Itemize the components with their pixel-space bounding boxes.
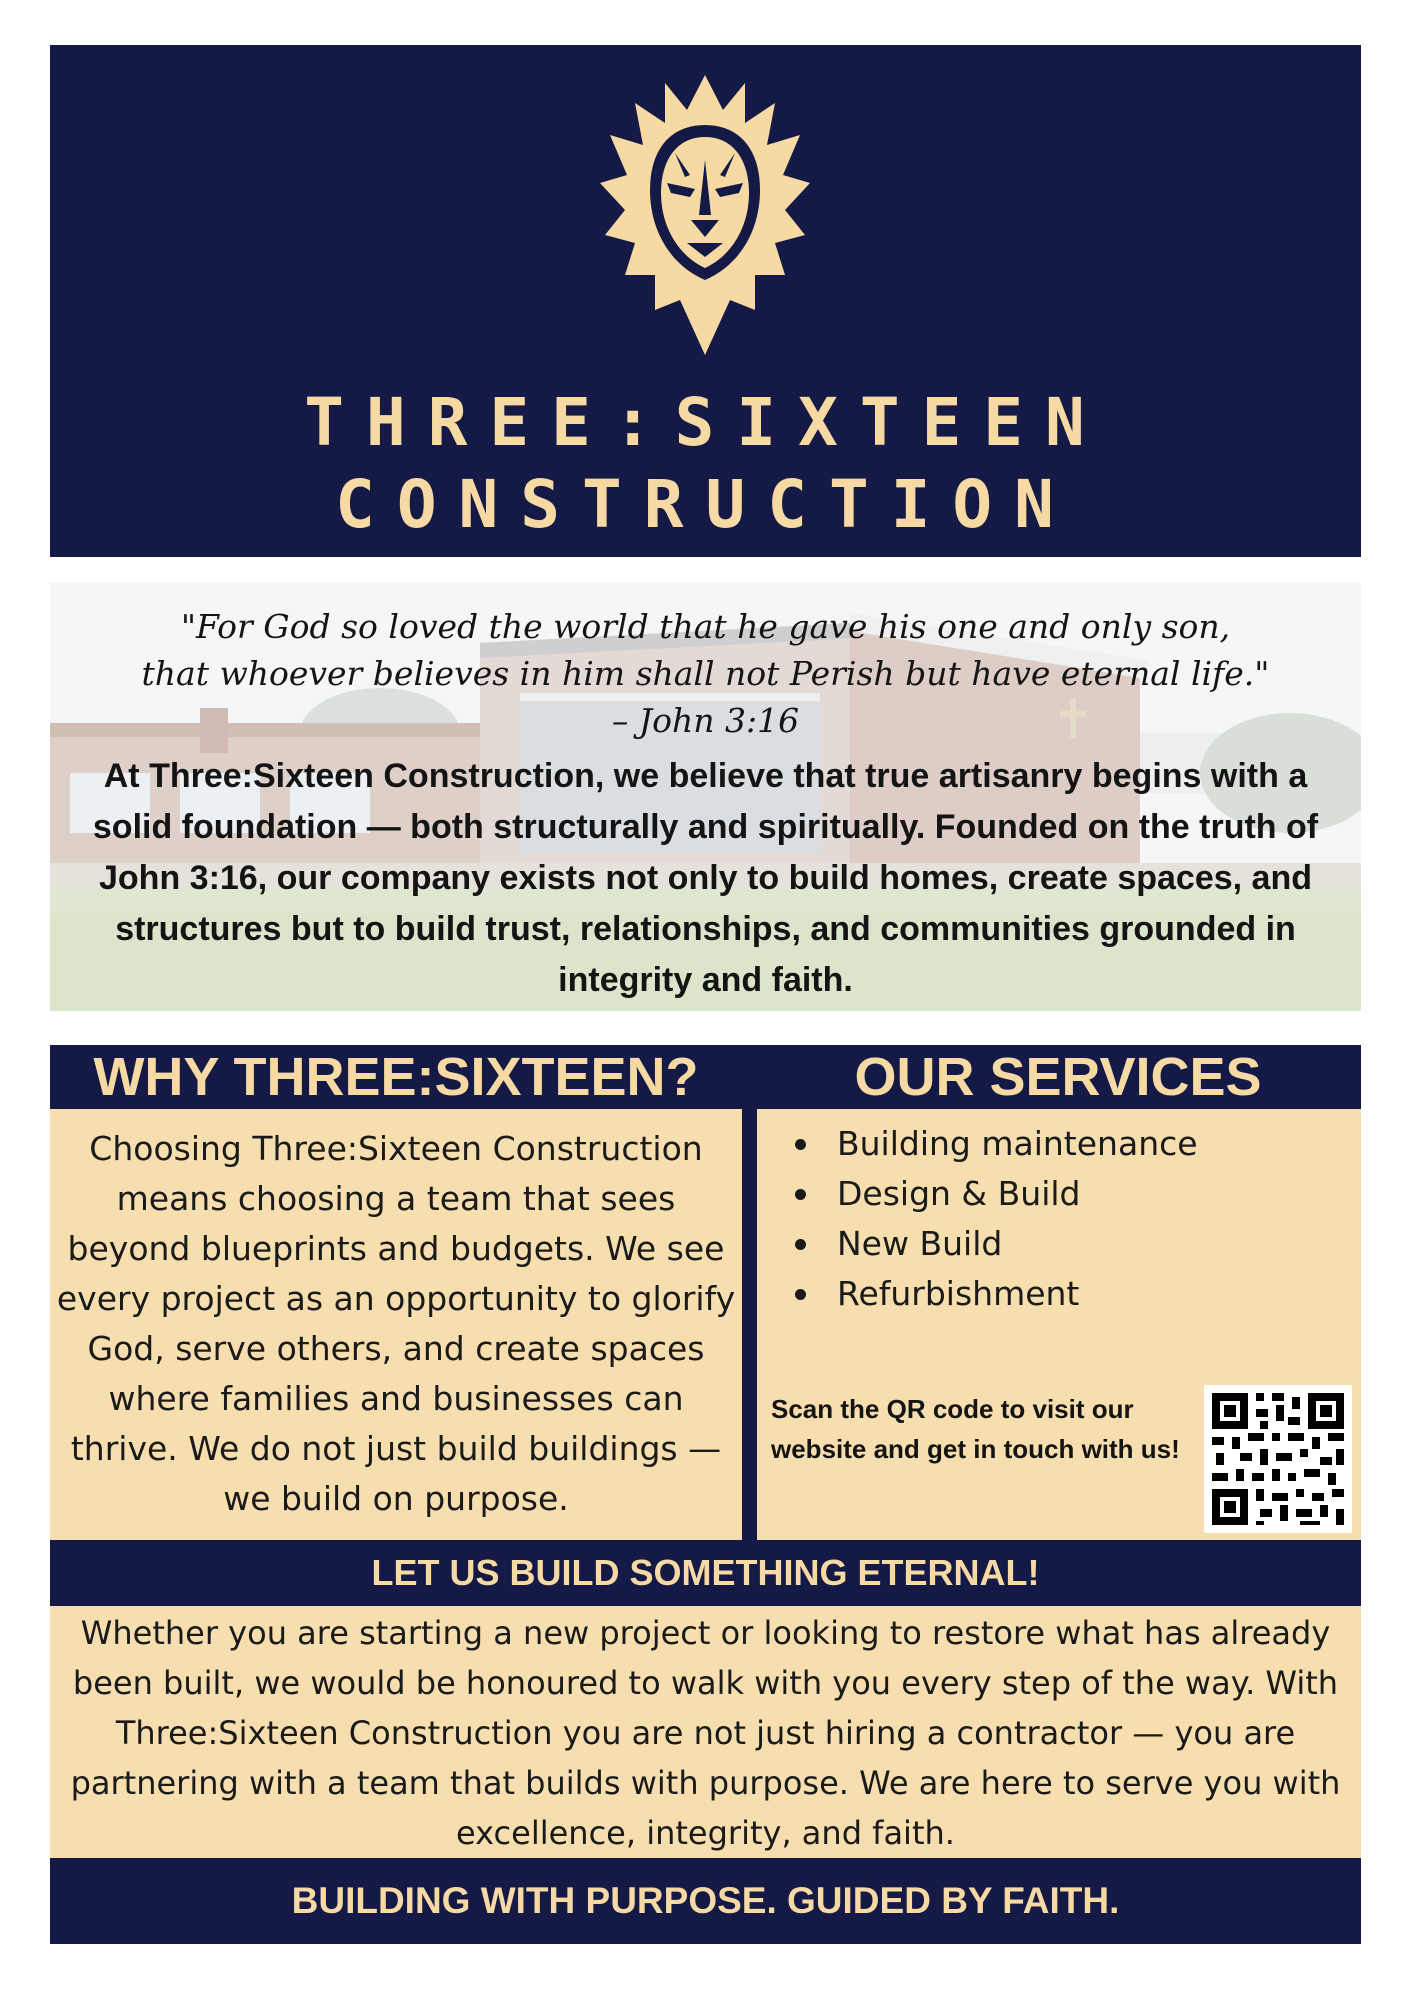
services-panel (757, 1109, 1361, 1540)
header-banner (50, 45, 1361, 557)
service-item: Design & Build (787, 1169, 1198, 1219)
quote-line-2: that whoever believes in him shall not Perish but have eternal life." (141, 654, 1270, 693)
service-item: Building maintenance (787, 1119, 1198, 1169)
footer-tagline: BUILDING WITH PURPOSE. GUIDED BY FAITH. (50, 1858, 1361, 1944)
services-list (787, 1119, 1198, 1319)
qr-code-icon[interactable] (1204, 1385, 1352, 1533)
why-panel (50, 1109, 742, 1540)
intro-section (50, 583, 1361, 1011)
services-heading: OUR SERVICES (854, 1047, 1262, 1107)
quote-reference: – John 3:16 (611, 701, 800, 740)
why-heading: WHY THREE:SIXTEEN? (93, 1047, 699, 1107)
lion-head-icon (595, 65, 815, 365)
cta-heading: LET US BUILD SOMETHING ETERNAL! (50, 1540, 1361, 1606)
qr-instructions: Scan the QR code to visit our website and get in touch with us! (771, 1394, 1180, 1464)
intro-paragraph: At Three:Sixteen Construction, we believe that true artisanry begins with a solid foundation — both structurally and spiritually. Founded on the truth of John 3:16, our company exists not only to build homes, create spaces, and structures but to build trust, relationships, and communities grounded in integrity and faith. (92, 757, 1319, 999)
cta-paragraph: Whether you are starting a new project or looking to restore what has already been built, we would be honoured to walk with you every step of the way. With Three:Sixteen Construction you are not just hiring a contractor — you are partnering with a team that builds with purpose. We are here to serve you with excellence, integrity, and faith. (70, 1614, 1341, 1852)
bible-quote (50, 603, 1361, 744)
brand-name-line2: CONSTRUCTION (335, 466, 1076, 543)
service-item: New Build (787, 1219, 1198, 1269)
why-paragraph: Choosing Three:Sixteen Construction means choosing a team that sees beyond blueprints and budgets. We see every project as an opportunity to glorify God, serve others, and create spaces where families and businesses can thrive. We do not just build buildings — we build on purpose. (56, 1129, 736, 1518)
service-item: Refurbishment (787, 1269, 1198, 1319)
cta-panel (50, 1606, 1361, 1858)
brand-name-line1: THREE:SIXTEEN (304, 384, 1107, 461)
quote-line-1: "For God so loved the world that he gave his one and only son, (180, 607, 1231, 646)
